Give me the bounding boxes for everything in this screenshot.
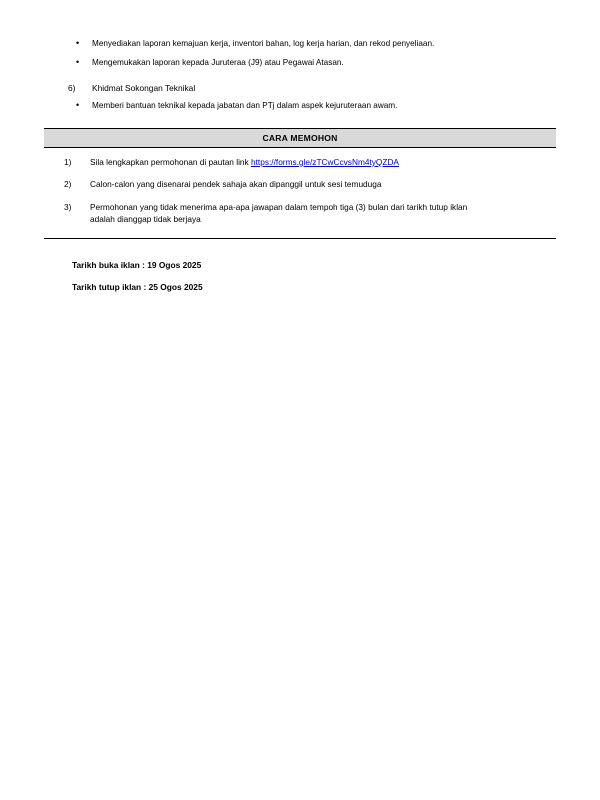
list-item: • Mengemukakan laporan kepada Juruteraa (J9) atau Pegawai Atasan. <box>44 57 556 69</box>
list-item <box>48 201 552 226</box>
duties-bullet-list <box>44 38 556 69</box>
cara-memohon-header: CARA MEMOHON <box>44 129 556 148</box>
close-date: Tarikh tutup iklan : 25 Ogos 2025 <box>72 282 203 293</box>
application-form-link[interactable]: https://forms.gle/zTCwCcvsNm4tyQZDA <box>250 156 399 167</box>
list-item <box>48 156 552 168</box>
item-text: Calon-calon yang disenarai pendek sahaja akan dipanggil untuk sesi temuduga <box>90 179 382 190</box>
section-six-bullet-list <box>44 100 556 112</box>
advert-dates <box>44 259 556 294</box>
item-text: Permohonan yang tidak menerima apa-apa jawapan dalam tempoh tiga (3) bulan dari tarikh tutup iklan <box>90 201 468 212</box>
section-six-heading <box>44 82 556 94</box>
item-number: 3) <box>64 201 72 212</box>
open-date: Tarikh buka iklan : 19 Ogos 2025 <box>72 259 202 270</box>
cara-memohon-block <box>44 128 556 239</box>
list-item: • Memberi bantuan teknikal kepada jabatan dan PTj dalam aspek kejuruteraan awam. <box>44 100 556 112</box>
section-six-title: Khidmat Sokongan Teknikal <box>92 82 196 93</box>
list-item <box>48 178 552 190</box>
list-item: • Menyediakan laporan kemajuan kerja, inventori bahan, log kerja harian, dan rekod penyeliaan. <box>44 38 556 50</box>
section-six-number: 6) <box>68 82 76 93</box>
item-text-continued: adalah dianggap tidak berjaya <box>90 214 201 225</box>
cara-memohon-body <box>44 148 556 238</box>
item-text: Sila lengkapkan permohonan di pautan link <box>90 156 251 167</box>
item-number: 1) <box>64 156 72 167</box>
item-number: 2) <box>64 179 72 190</box>
